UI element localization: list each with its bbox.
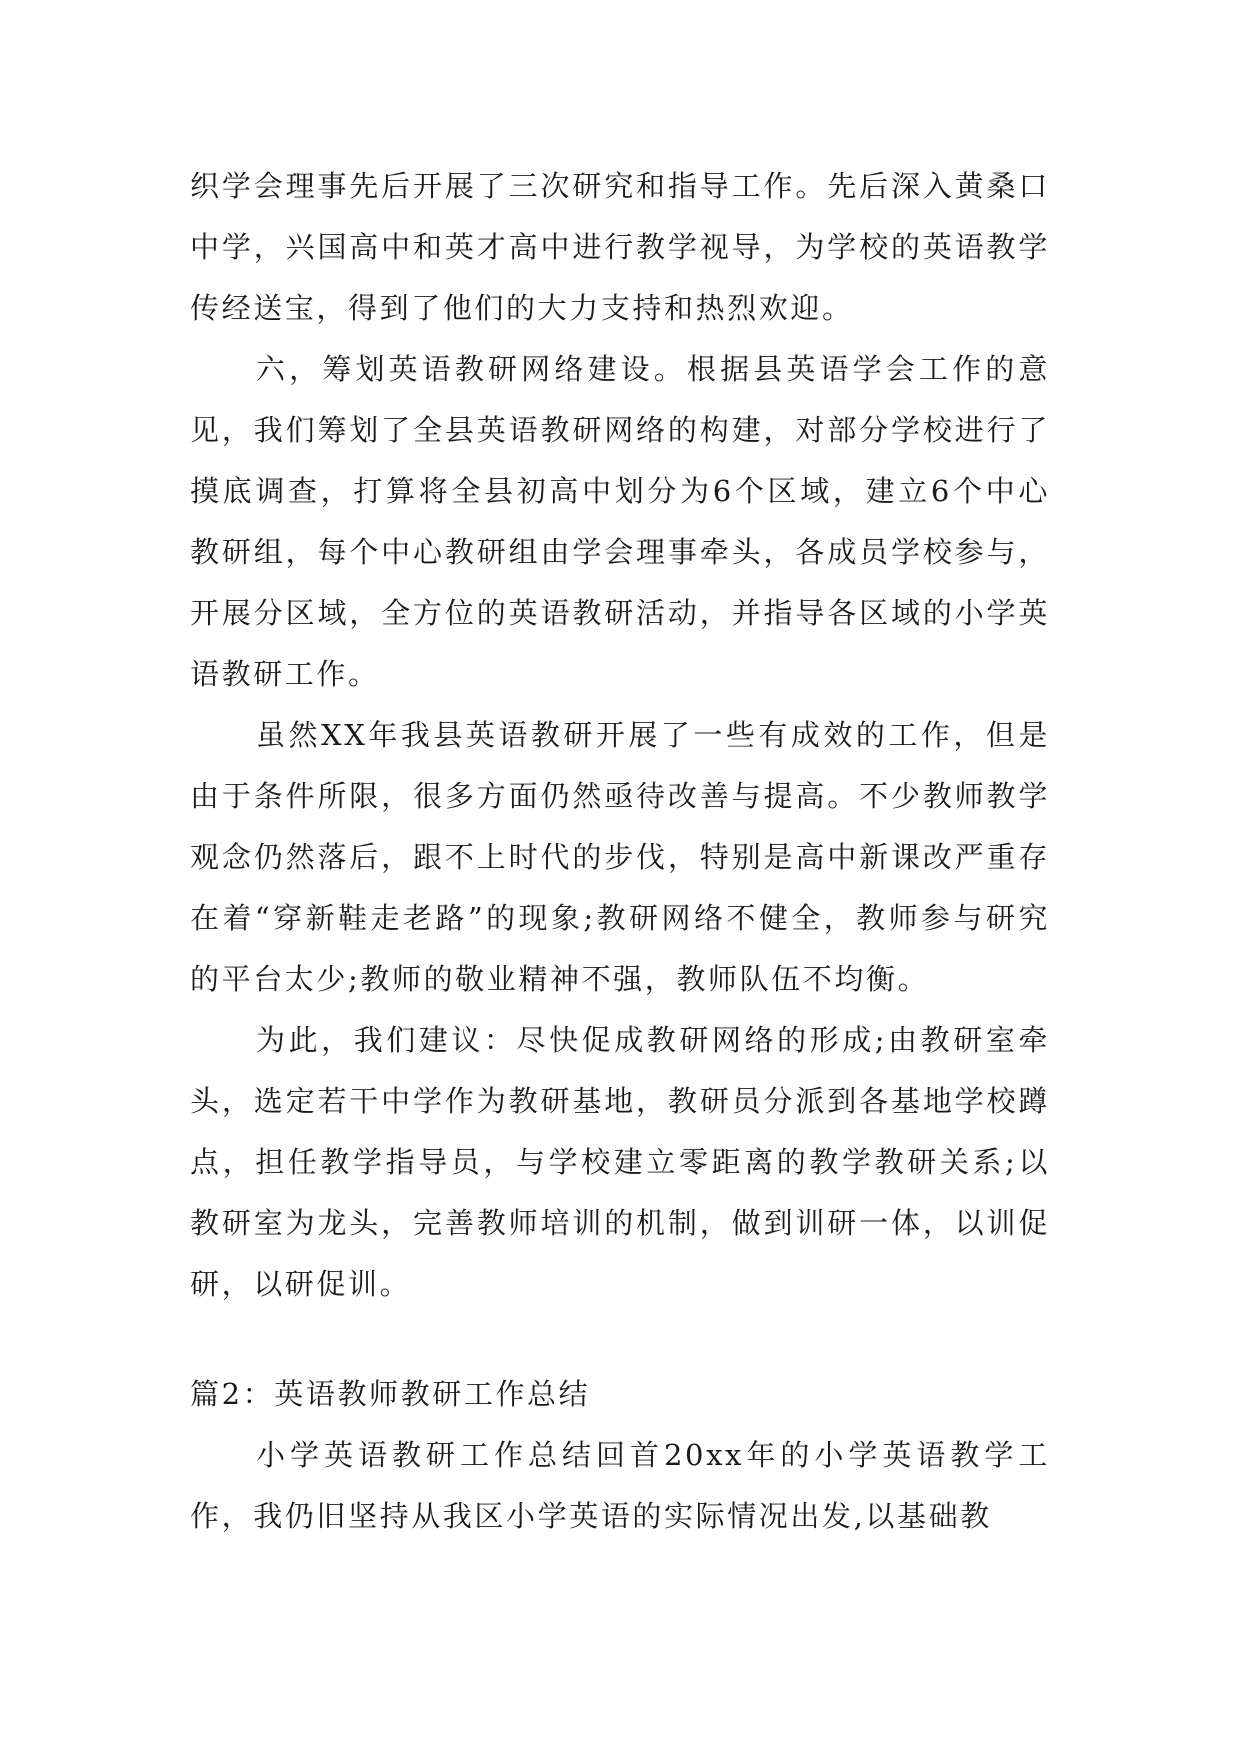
paragraph-continued: 织学会理事先后开展了三次研究和指导工作。先后深入黄桑口中学，兴国高中和英才高中进行教学视导，为学校的英语教学传经送宝，得到了他们的大力支持和热烈欢迎。 — [190, 169, 1050, 325]
document-body — [190, 156, 1050, 1547]
paragraph-suggestions: 为此，我们建议：尽快促成教研网络的形成;由教研室牵头，选定若干中学作为教研基地，教研员分派到各基地学校蹲点，担任教学指导员，与学校建立零距离的教学教研关系;以教研室为龙头，完善教师培训的机制，做到训研一体，以训促研，以研促训。 — [190, 1023, 1050, 1301]
paragraph-problems: 虽然XX年我县英语教研开展了一些有成效的工作，但是由于条件所限，很多方面仍然亟待改善与提高。不少教师教学观念仍然落后，跟不上时代的步伐，特别是高中新课改严重存在着“穿新鞋走老路”的现象;教研网络不健全，教师参与研究的平台太少;教师的敬业精神不强，教师队伍不均衡。 — [190, 718, 1050, 996]
section-heading: 篇2：英语教师教研工作总结 — [190, 1377, 591, 1411]
paragraph-section-intro: 小学英语教研工作总结回首20xx年的小学英语教学工作，我仍旧坚持从我区小学英语的实际情况出发,以基础教 — [190, 1438, 1050, 1533]
paragraph-network-planning: 六，筹划英语教研网络建设。根据县英语学会工作的意见，我们筹划了全县英语教研网络的构建，对部分学校进行了摸底调查，打算将全县初高中划分为6个区域，建立6个中心教研组，每个中心教研组由学会理事牵头，各成员学校参与，开展分区域，全方位的英语教研活动，并指导各区域的小学英语教研工作。 — [190, 352, 1050, 691]
